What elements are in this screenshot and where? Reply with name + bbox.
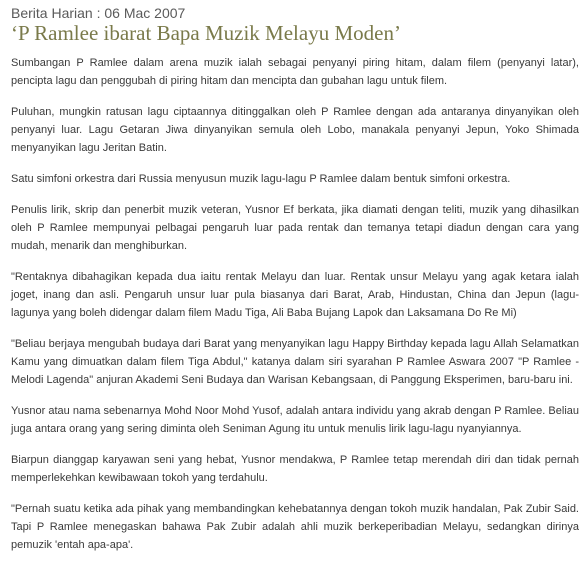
paragraph-3: Satu simfoni orkestra dari Russia menyusun muzik lagu-lagu P Ramlee dalam bentuk simfoni orkestra. — [11, 173, 511, 185]
paragraph-6: "Beliau berjaya mengubah budaya dari Barat yang menyanyikan lagu Happy Birthday kepada lagu Allah Selamatkan Kamu yang dimuatkan dalam filem Tiga Abdul," katanya dalam siri syarahan P Ramlee Aswara 2007 "P Ramlee - Melodi Lagenda" anjuran Akademi Seni Budaya dan Warisan Kebangsaan, di Panggung Eksperimen, baru-baru ini. — [11, 338, 579, 386]
paragraph-9: "Pernah suatu ketika ada pihak yang membandingkan kehebatannya dengan tokoh muzik handalan, Pak Zubir Said. Tapi P Ramlee menegaskan bahawa Pak Zubir adalah ahli muzik berkeperibadian Melayu, sedangkan dirinya pemuzik 'entah apa-apa'. — [11, 503, 579, 551]
paragraph-8: Biarpun dianggap karyawan seni yang hebat, Yusnor mendakwa, P Ramlee tetap merendah diri dan tidak pernah memperlekehkan kewibawaan tokoh yang terdahulu. — [11, 454, 579, 484]
paragraph-4: Penulis lirik, skrip dan penerbit muzik veteran, Yusnor Ef berkata, jika diamati dengan teliti, muzik yang dihasilkan oleh P Ramlee mempunyai pelbagai pengaruh luar pada rentak dan temanya tetapi diadun dengan cara yang mudah, menarik dan menghiburkan. — [11, 204, 579, 252]
article-body — [11, 54, 579, 565]
paragraph-1: Sumbangan P Ramlee dalam arena muzik ialah sebagai penyanyi piring hitam, dalam filem (penyanyi latar), pencipta lagu dan penggubah di piring hitam dan mencipta dan gubahan lagu untuk filem. — [11, 57, 579, 87]
paragraph-5: "Rentaknya dibahagikan kepada dua iaitu rentak Melayu dan luar. Rentak unsur Melayu yang agak ketara ialah joget, inang dan asli. Pengaruh unsur luar pula biasanya dari Barat, Arab, Hindustan, China dan Jepun (lagu-lagunya yang boleh didengar dalam filem Madu Tiga, Ali Baba Bujang Lapok dan Laksamana Do Re Mi) — [11, 271, 579, 319]
paragraph-7: Yusnor atau nama sebenarnya Mohd Noor Mohd Yusof, adalah antara individu yang akrab dengan P Ramlee. Beliau juga antara orang yang sering diminta oleh Seniman Agung itu untuk menulis lirik lagu-lagu nyanyiannya. — [11, 405, 579, 435]
article-headline: ‘P Ramlee ibarat Bapa Muzik Melayu Moden’ — [11, 21, 401, 45]
paragraph-2: Puluhan, mungkin ratusan lagu ciptaannya ditinggalkan oleh P Ramlee dengan ada antaranya dinyanyikan oleh penyanyi luar. Lagu Getaran Jiwa dinyanyikan semula oleh Lobo, manakala penyanyi Jepun, Yoko Shimada menyanyikan lagu Jeritan Batin. — [11, 106, 579, 154]
article-dateline: Berita Harian : 06 Mac 2007 — [11, 5, 186, 21]
